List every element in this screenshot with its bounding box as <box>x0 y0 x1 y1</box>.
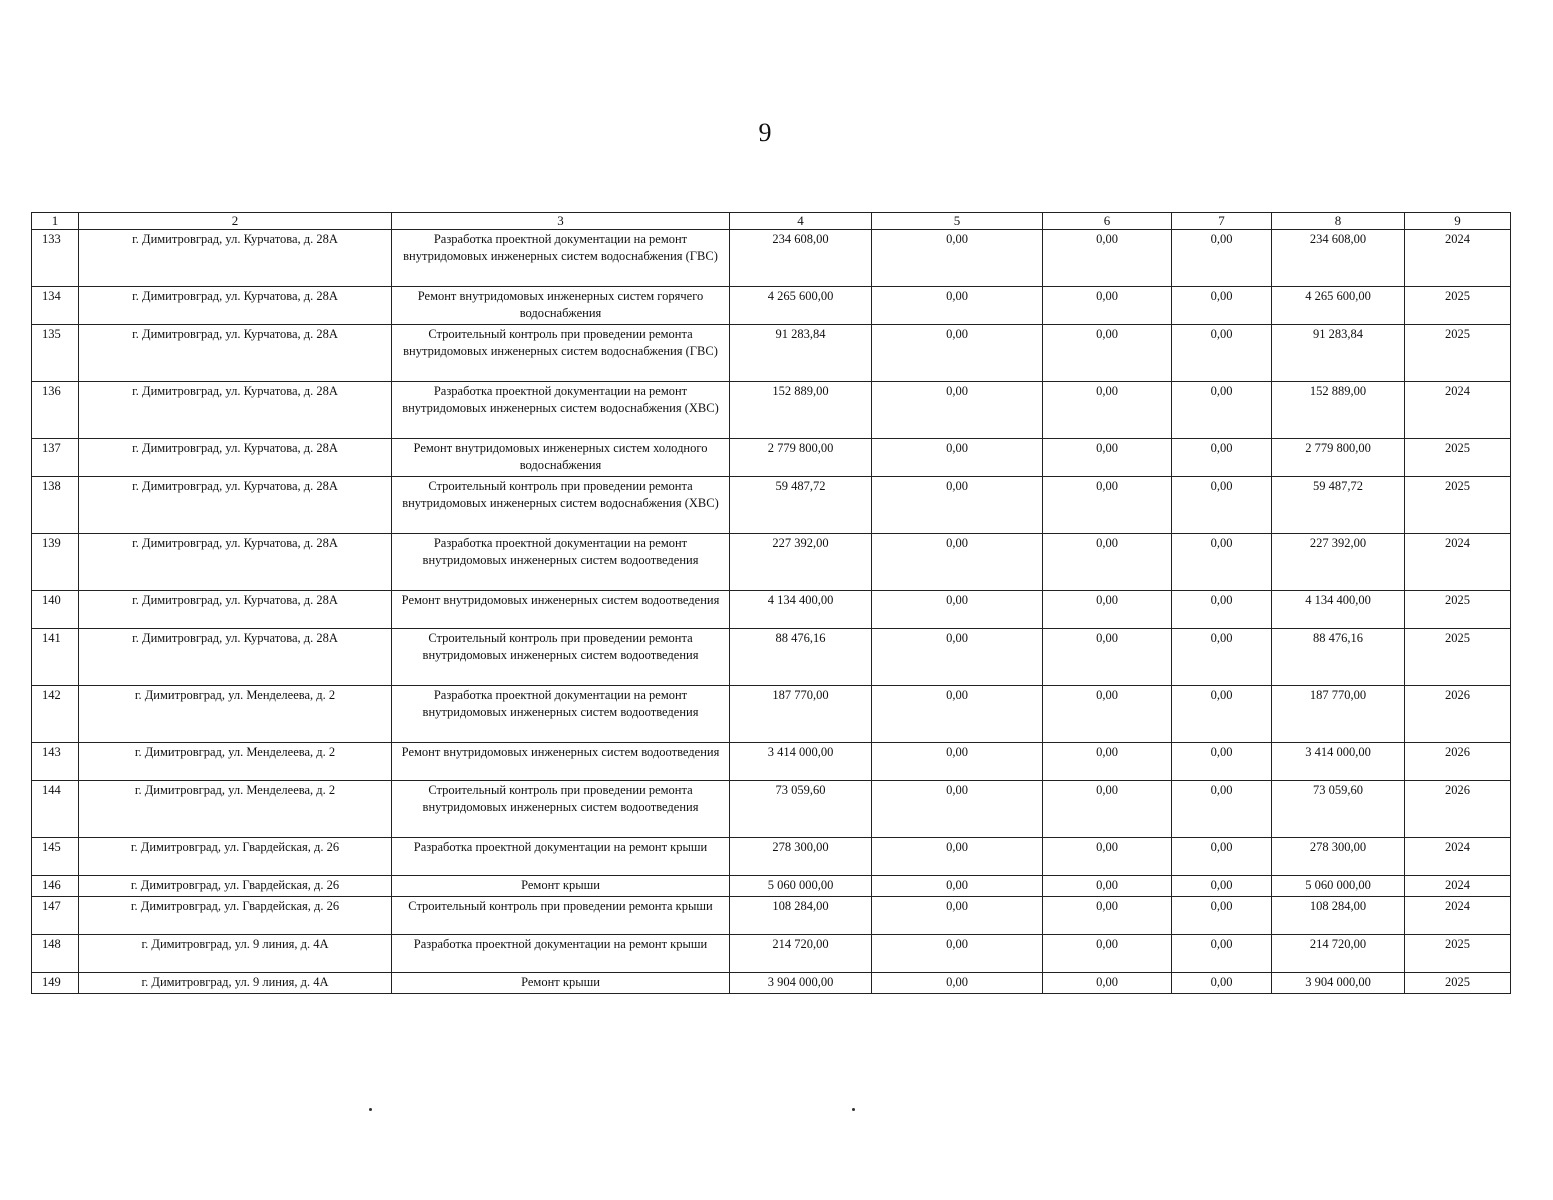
column-header: 9 <box>1405 213 1511 230</box>
table-row <box>32 287 1511 325</box>
row-number: 135 <box>32 325 79 382</box>
row-number: 137 <box>32 439 79 477</box>
amount-cell: 0,00 <box>1172 897 1272 935</box>
table-row <box>32 325 1511 382</box>
row-number: 141 <box>32 629 79 686</box>
year-cell: 2026 <box>1405 781 1511 838</box>
row-number: 138 <box>32 477 79 534</box>
total-cost-cell: 3 414 000,00 <box>730 743 872 781</box>
total-cost-cell: 59 487,72 <box>730 477 872 534</box>
amount-cell: 0,00 <box>872 838 1043 876</box>
column-header: 3 <box>392 213 730 230</box>
amount-cell: 0,00 <box>1172 838 1272 876</box>
amount-cell: 0,00 <box>1043 439 1172 477</box>
year-cell: 2025 <box>1405 325 1511 382</box>
table-row <box>32 973 1511 994</box>
page-number: 9 <box>758 118 772 147</box>
work-type-cell: Разработка проектной документации на ремонт крыши <box>392 838 730 876</box>
work-type-cell: Строительный контроль при проведении ремонта внутридомовых инженерных систем водоотведения <box>392 629 730 686</box>
column-header: 7 <box>1172 213 1272 230</box>
total-cost-cell: 152 889,00 <box>730 382 872 439</box>
amount-cell: 0,00 <box>872 287 1043 325</box>
amount-cell: 0,00 <box>1172 591 1272 629</box>
amount-cell: 2 779 800,00 <box>1272 439 1405 477</box>
year-cell: 2026 <box>1405 686 1511 743</box>
work-type-cell: Ремонт крыши <box>392 973 730 994</box>
address-cell: г. Димитровград, ул. Курчатова, д. 28А <box>79 287 392 325</box>
column-header: 4 <box>730 213 872 230</box>
amount-cell: 0,00 <box>1172 287 1272 325</box>
amount-cell: 0,00 <box>872 973 1043 994</box>
year-cell: 2025 <box>1405 591 1511 629</box>
amount-cell: 0,00 <box>1043 743 1172 781</box>
total-cost-cell: 4 265 600,00 <box>730 287 872 325</box>
amount-cell: 0,00 <box>1043 781 1172 838</box>
address-cell: г. Димитровград, ул. 9 линия, д. 4А <box>79 973 392 994</box>
amount-cell: 0,00 <box>872 477 1043 534</box>
amount-cell: 0,00 <box>1043 534 1172 591</box>
amount-cell: 0,00 <box>1172 325 1272 382</box>
amount-cell: 0,00 <box>1043 838 1172 876</box>
row-number: 149 <box>32 973 79 994</box>
work-type-cell: Разработка проектной документации на ремонт внутридомовых инженерных систем водоотведения <box>392 534 730 591</box>
amount-cell: 0,00 <box>1172 534 1272 591</box>
year-cell: 2026 <box>1405 743 1511 781</box>
amount-cell: 0,00 <box>1172 439 1272 477</box>
work-type-cell: Строительный контроль при проведении ремонта внутридомовых инженерных систем водоотведения <box>392 781 730 838</box>
work-type-cell: Разработка проектной документации на ремонт внутридомовых инженерных систем водоснабжения (ГВС) <box>392 230 730 287</box>
row-number: 133 <box>32 230 79 287</box>
amount-cell: 0,00 <box>1172 743 1272 781</box>
amount-cell: 187 770,00 <box>1272 686 1405 743</box>
amount-cell: 0,00 <box>1043 230 1172 287</box>
total-cost-cell: 2 779 800,00 <box>730 439 872 477</box>
amount-cell: 152 889,00 <box>1272 382 1405 439</box>
amount-cell: 0,00 <box>1043 382 1172 439</box>
table-row <box>32 230 1511 287</box>
work-type-cell: Строительный контроль при проведении ремонта внутридомовых инженерных систем водоснабжения (ГВС) <box>392 325 730 382</box>
year-cell: 2025 <box>1405 629 1511 686</box>
amount-cell: 0,00 <box>1172 230 1272 287</box>
amount-cell: 227 392,00 <box>1272 534 1405 591</box>
work-type-cell: Ремонт внутридомовых инженерных систем водоотведения <box>392 591 730 629</box>
year-cell: 2024 <box>1405 897 1511 935</box>
amount-cell: 0,00 <box>1043 477 1172 534</box>
amount-cell: 0,00 <box>1043 325 1172 382</box>
address-cell: г. Димитровград, ул. Курчатова, д. 28А <box>79 629 392 686</box>
amount-cell: 0,00 <box>1043 897 1172 935</box>
address-cell: г. Димитровград, ул. Курчатова, д. 28А <box>79 439 392 477</box>
table-row <box>32 935 1511 973</box>
address-cell: г. Димитровград, ул. Гвардейская, д. 26 <box>79 897 392 935</box>
row-number: 148 <box>32 935 79 973</box>
total-cost-cell: 88 476,16 <box>730 629 872 686</box>
year-cell: 2025 <box>1405 439 1511 477</box>
total-cost-cell: 4 134 400,00 <box>730 591 872 629</box>
total-cost-cell: 234 608,00 <box>730 230 872 287</box>
total-cost-cell: 73 059,60 <box>730 781 872 838</box>
total-cost-cell: 3 904 000,00 <box>730 973 872 994</box>
table-row <box>32 686 1511 743</box>
table-row <box>32 876 1511 897</box>
row-number: 142 <box>32 686 79 743</box>
address-cell: г. Димитровград, ул. Менделеева, д. 2 <box>79 743 392 781</box>
amount-cell: 108 284,00 <box>1272 897 1405 935</box>
row-number: 140 <box>32 591 79 629</box>
address-cell: г. Димитровград, ул. Менделеева, д. 2 <box>79 781 392 838</box>
amount-cell: 0,00 <box>1172 876 1272 897</box>
work-type-cell: Ремонт внутридомовых инженерных систем холодного водоснабжения <box>392 439 730 477</box>
amount-cell: 0,00 <box>1043 629 1172 686</box>
total-cost-cell: 227 392,00 <box>730 534 872 591</box>
amount-cell: 3 904 000,00 <box>1272 973 1405 994</box>
work-type-cell: Строительный контроль при проведении ремонта крыши <box>392 897 730 935</box>
amount-cell: 0,00 <box>1043 876 1172 897</box>
row-number: 147 <box>32 897 79 935</box>
amount-cell: 0,00 <box>872 439 1043 477</box>
year-cell: 2025 <box>1405 477 1511 534</box>
amount-cell: 0,00 <box>1172 781 1272 838</box>
work-type-cell: Ремонт внутридомовых инженерных систем водоотведения <box>392 743 730 781</box>
amount-cell: 4 134 400,00 <box>1272 591 1405 629</box>
amount-cell: 0,00 <box>872 629 1043 686</box>
amount-cell: 0,00 <box>1043 287 1172 325</box>
row-number: 134 <box>32 287 79 325</box>
table-row <box>32 897 1511 935</box>
amount-cell: 0,00 <box>872 686 1043 743</box>
address-cell: г. Димитровград, ул. Гвардейская, д. 26 <box>79 838 392 876</box>
table-row <box>32 534 1511 591</box>
amount-cell: 0,00 <box>1043 686 1172 743</box>
work-type-cell: Строительный контроль при проведении ремонта внутридомовых инженерных систем водоснабжения (ХВС) <box>392 477 730 534</box>
amount-cell: 0,00 <box>872 591 1043 629</box>
table-row <box>32 781 1511 838</box>
amount-cell: 214 720,00 <box>1272 935 1405 973</box>
column-header: 6 <box>1043 213 1172 230</box>
amount-cell: 0,00 <box>872 897 1043 935</box>
column-header: 8 <box>1272 213 1405 230</box>
total-cost-cell: 187 770,00 <box>730 686 872 743</box>
amount-cell: 4 265 600,00 <box>1272 287 1405 325</box>
total-cost-cell: 5 060 000,00 <box>730 876 872 897</box>
year-cell: 2024 <box>1405 838 1511 876</box>
amount-cell: 0,00 <box>1172 382 1272 439</box>
column-header: 1 <box>32 213 79 230</box>
amount-cell: 0,00 <box>872 382 1043 439</box>
amount-cell: 91 283,84 <box>1272 325 1405 382</box>
work-type-cell: Разработка проектной документации на ремонт внутридомовых инженерных систем водоотведения <box>392 686 730 743</box>
amount-cell: 234 608,00 <box>1272 230 1405 287</box>
amount-cell: 0,00 <box>1172 686 1272 743</box>
address-cell: г. Димитровград, ул. Курчатова, д. 28А <box>79 477 392 534</box>
amount-cell: 0,00 <box>872 230 1043 287</box>
table-row <box>32 439 1511 477</box>
amount-cell: 59 487,72 <box>1272 477 1405 534</box>
address-cell: г. Димитровград, ул. Менделеева, д. 2 <box>79 686 392 743</box>
work-type-cell: Разработка проектной документации на ремонт внутридомовых инженерных систем водоснабжения (ХВС) <box>392 382 730 439</box>
year-cell: 2025 <box>1405 935 1511 973</box>
amount-cell: 0,00 <box>1172 629 1272 686</box>
column-header: 5 <box>872 213 1043 230</box>
total-cost-cell: 214 720,00 <box>730 935 872 973</box>
amount-cell: 3 414 000,00 <box>1272 743 1405 781</box>
table-row <box>32 591 1511 629</box>
table-row <box>32 382 1511 439</box>
year-cell: 2024 <box>1405 230 1511 287</box>
total-cost-cell: 278 300,00 <box>730 838 872 876</box>
work-type-cell: Ремонт крыши <box>392 876 730 897</box>
year-cell: 2025 <box>1405 973 1511 994</box>
year-cell: 2024 <box>1405 382 1511 439</box>
row-number: 146 <box>32 876 79 897</box>
header-row <box>32 213 1511 230</box>
work-type-cell: Ремонт внутридомовых инженерных систем горячего водоснабжения <box>392 287 730 325</box>
address-cell: г. Димитровград, ул. Курчатова, д. 28А <box>79 230 392 287</box>
scan-speck <box>852 1108 855 1111</box>
amount-cell: 0,00 <box>872 534 1043 591</box>
total-cost-cell: 108 284,00 <box>730 897 872 935</box>
scan-speck <box>369 1108 372 1111</box>
amount-cell: 0,00 <box>872 781 1043 838</box>
amount-cell: 88 476,16 <box>1272 629 1405 686</box>
table-row <box>32 629 1511 686</box>
amount-cell: 0,00 <box>872 876 1043 897</box>
amount-cell: 0,00 <box>1172 477 1272 534</box>
year-cell: 2025 <box>1405 287 1511 325</box>
amount-cell: 0,00 <box>1172 935 1272 973</box>
year-cell: 2024 <box>1405 534 1511 591</box>
address-cell: г. Димитровград, ул. Гвардейская, д. 26 <box>79 876 392 897</box>
address-cell: г. Димитровград, ул. 9 линия, д. 4А <box>79 935 392 973</box>
amount-cell: 73 059,60 <box>1272 781 1405 838</box>
work-type-cell: Разработка проектной документации на ремонт крыши <box>392 935 730 973</box>
table-row <box>32 743 1511 781</box>
program-table <box>31 212 1511 994</box>
address-cell: г. Димитровград, ул. Курчатова, д. 28А <box>79 325 392 382</box>
row-number: 143 <box>32 743 79 781</box>
address-cell: г. Димитровград, ул. Курчатова, д. 28А <box>79 591 392 629</box>
table-row <box>32 477 1511 534</box>
row-number: 139 <box>32 534 79 591</box>
amount-cell: 0,00 <box>872 743 1043 781</box>
address-cell: г. Димитровград, ул. Курчатова, д. 28А <box>79 382 392 439</box>
column-header: 2 <box>79 213 392 230</box>
table-row <box>32 838 1511 876</box>
amount-cell: 278 300,00 <box>1272 838 1405 876</box>
amount-cell: 0,00 <box>872 325 1043 382</box>
amount-cell: 0,00 <box>1043 591 1172 629</box>
address-cell: г. Димитровград, ул. Курчатова, д. 28А <box>79 534 392 591</box>
row-number: 136 <box>32 382 79 439</box>
amount-cell: 0,00 <box>872 935 1043 973</box>
amount-cell: 0,00 <box>1172 973 1272 994</box>
row-number: 145 <box>32 838 79 876</box>
amount-cell: 0,00 <box>1043 935 1172 973</box>
year-cell: 2024 <box>1405 876 1511 897</box>
row-number: 144 <box>32 781 79 838</box>
amount-cell: 0,00 <box>1043 973 1172 994</box>
amount-cell: 5 060 000,00 <box>1272 876 1405 897</box>
total-cost-cell: 91 283,84 <box>730 325 872 382</box>
